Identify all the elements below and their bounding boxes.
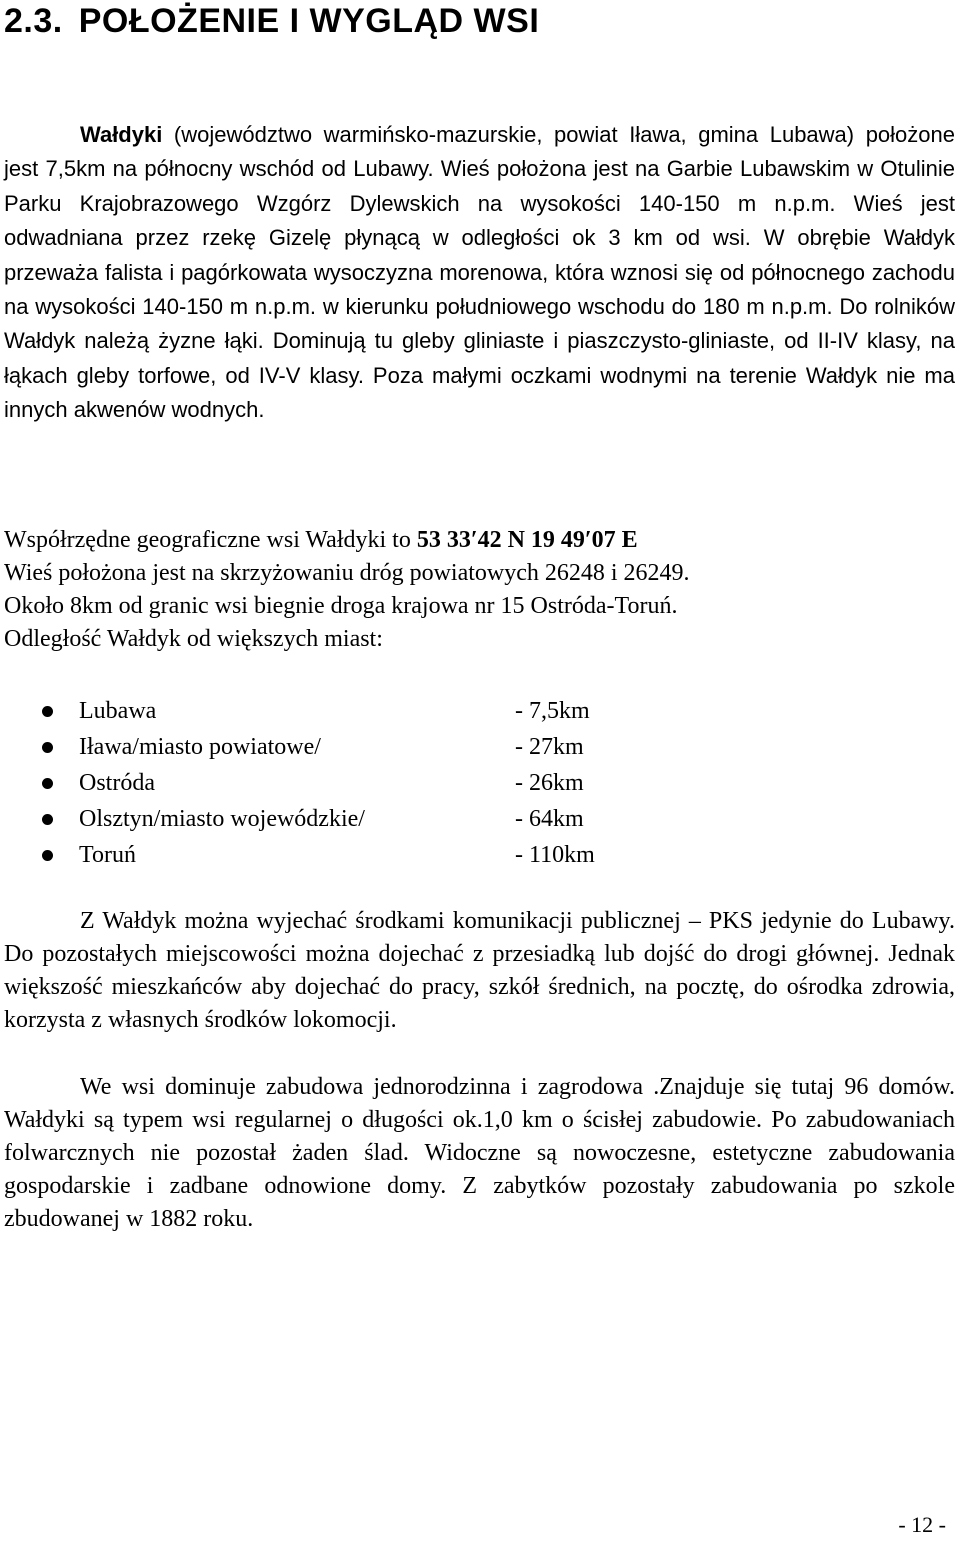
buildings-paragraph: We wsi dominuje zabudowa jednorodzinna i zagrodowa .Znajduje się tutaj 96 domów. Wałdyki są typem wsi regularnej o długości ok.1,0 km o ścisłej zabudowie. Po zabudowaniach folwarcznych nie pozostał żaden ślad. Widoczne są nowoczesne, estetyczne zabudowania gospodarskie i zadbane odnowione domy. Z zabytków pozostały zabudowania po szkole zbudowanej w 1882 roku. <box>4 1074 955 1232</box>
coordinates-value: 53 33′42 N 19 49′07 E <box>416 527 638 553</box>
national-road-line: Około 8km od granic wsi biegnie droga krajowa nr 15 Ostróda-Toruń. <box>4 593 678 619</box>
bullet-icon <box>42 706 53 717</box>
section-heading <box>4 2 539 41</box>
list-item <box>0 693 700 729</box>
city-name: Ostróda <box>79 770 155 796</box>
bullet-icon <box>42 778 53 789</box>
city-distance: - 110km <box>515 842 595 868</box>
intro-paragraph <box>4 118 955 428</box>
distance-list <box>0 693 700 873</box>
city-name: Olsztyn/miasto wojewódzkie/ <box>79 806 365 832</box>
city-name: Iława/miasto powiatowe/ <box>79 734 321 760</box>
page-number: - 12 - <box>898 1512 946 1537</box>
bullet-icon <box>42 742 53 753</box>
city-distance: - 64km <box>515 806 584 832</box>
city-name: Lubawa <box>79 698 157 724</box>
list-item <box>0 729 700 765</box>
village-name: Wałdyki <box>80 122 163 147</box>
crossroads-line: Wieś położona jest na skrzyżowaniu dróg powiatowych 26248 i 26249. <box>4 560 690 586</box>
list-item <box>0 765 700 801</box>
city-distance: - 7,5km <box>515 698 590 724</box>
bullet-icon <box>42 814 53 825</box>
transport-paragraph: Z Wałdyk można wyjechać środkami komunikacji publicznej – PKS jedynie do Lubawy. Do pozostałych miejscowości można dojechać z przesiadką lub dojść do drogi głównej. Jednak większość mieszkańców aby dojechać do pracy, szkół średnich, na pocztę, do ośrodka zdrowia, korzysta z własnych środków lokomocji. <box>4 908 955 1033</box>
city-distance: - 26km <box>515 770 584 796</box>
city-name: Toruń <box>79 842 136 868</box>
intro-text: (województwo warmińsko-mazurskie, powiat Iława, gmina Lubawa) położone jest 7,5km na północny wschód od Lubawy. Wieś położona jest na Garbie Lubawskim w Otulinie Parku Krajobrazowego Wzgórz Dylewskich na wysokości 140-150 m n.p.m. Wieś jest odwadniana przez rzekę Gizelę płynącą w odległości ok 3 km od wsi. W obrębie Wałdyk przeważa falista i pagórkowata wysoczyzna morenowa, która wznosi się od północnego zachodu na wysokości 140-150 m n.p.m. w kierunku południowego wschodu do 180 m n.p.m. Do rolników Wałdyk należą żyzne łąki. Dominują tu gleby gliniaste i piaszczysto-gliniaste, od II-IV klasy, na łąkach gleby torfowe, od IV-V klasy. Poza małymi oczkami wodnymi na terenie Wałdyk nie ma innych akwenów wodnych. <box>4 122 955 423</box>
distances-intro: Odległość Wałdyk od większych miast: <box>4 626 383 652</box>
list-item <box>0 837 700 873</box>
coordinates-line <box>4 524 955 557</box>
list-item <box>0 801 700 837</box>
bullet-icon <box>42 850 53 861</box>
location-block <box>4 524 955 656</box>
section-number: 2.3. <box>4 2 63 40</box>
city-distance: - 27km <box>515 734 584 760</box>
section-title: POŁOŻENIE I WYGLĄD WSI <box>78 2 540 40</box>
coordinates-label: Współrzędne geograficzne wsi Wałdyki to <box>4 527 417 553</box>
